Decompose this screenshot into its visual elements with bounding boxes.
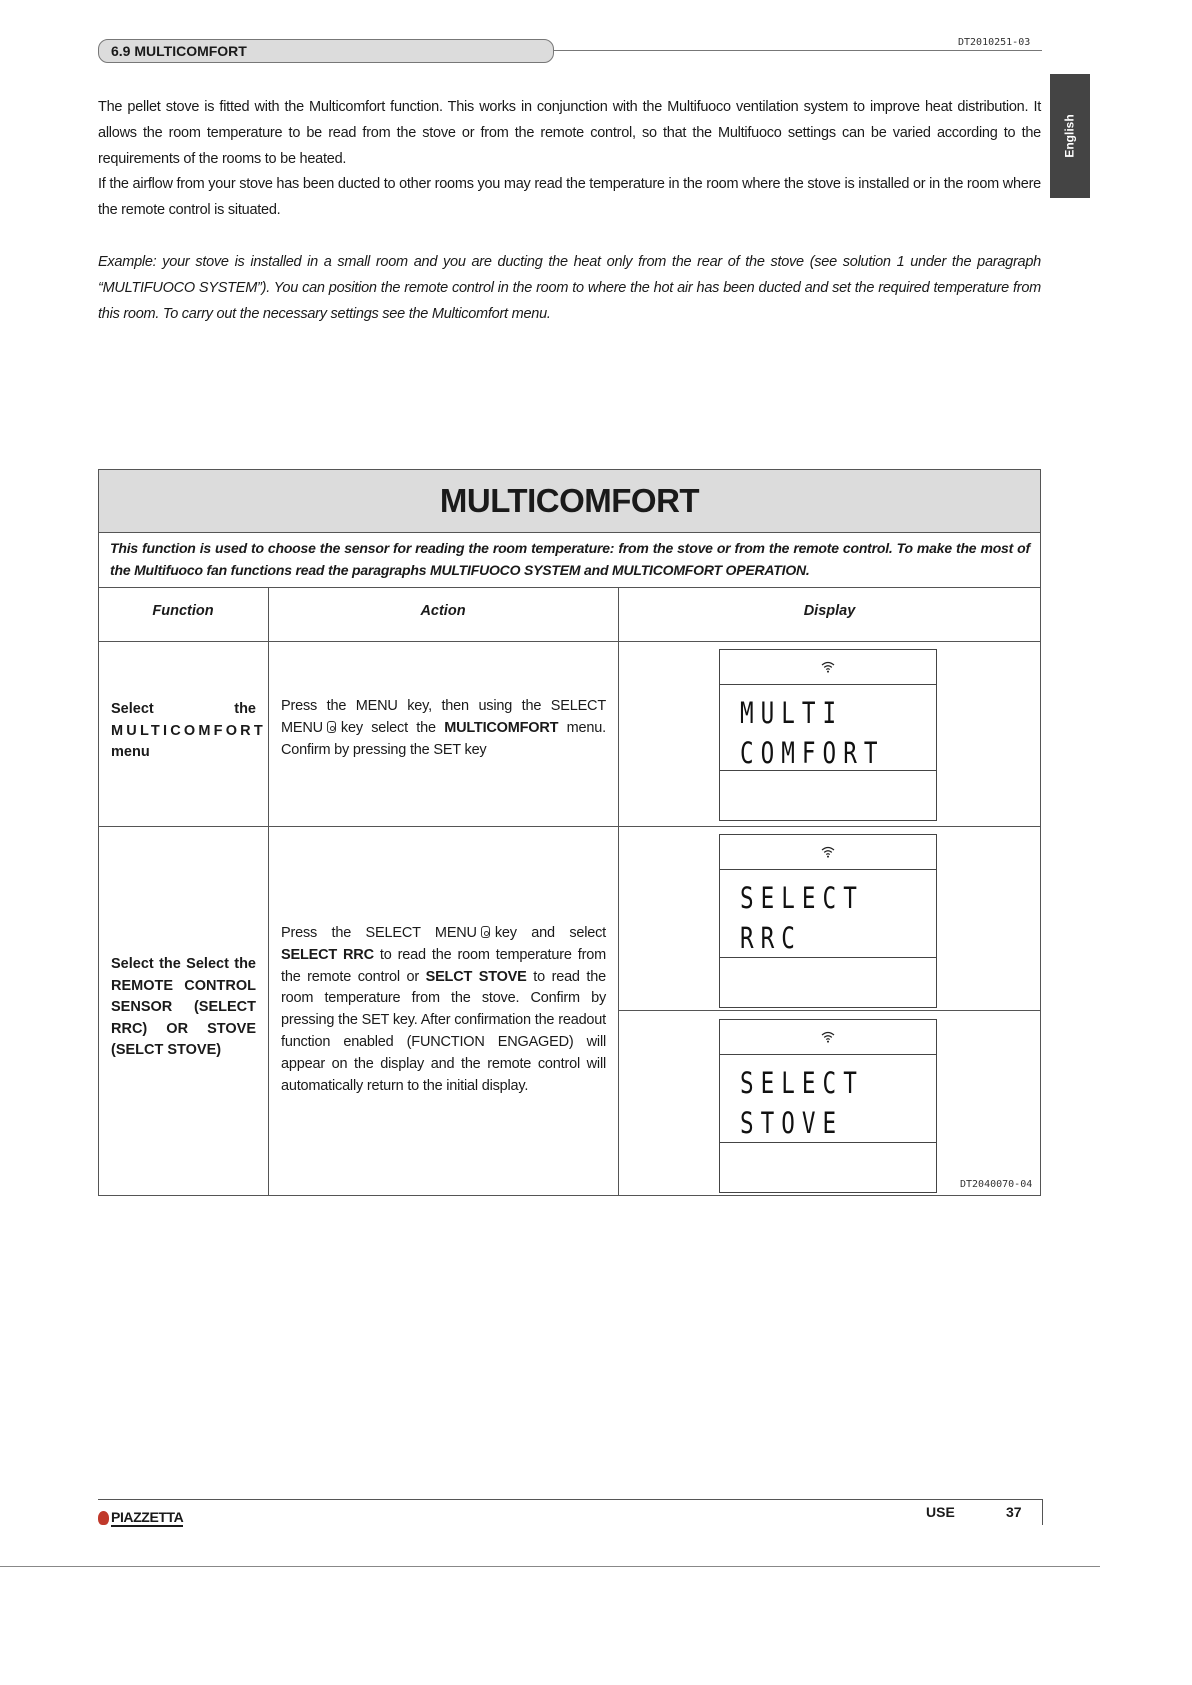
column-header-action: Action	[420, 603, 466, 619]
lcd-display-select-rrc	[719, 834, 937, 1008]
row1-function-word3: menu	[111, 744, 150, 761]
logo-text: PIAZZETTA	[111, 1508, 184, 1525]
table-col-rule-1	[268, 587, 269, 1195]
table-col-rule-2	[618, 587, 619, 1195]
table-description: This function is used to choose the sensor for reading the room temperature: from the stove or from the remote control. To make the most of the Multifuoco fan functions read the paragraphs MULTIFUOCO SYSTEM and MULTICOMFORT OPERATION.	[110, 540, 1030, 578]
header-rule	[554, 50, 1042, 51]
row2-function: Select the Select the REMOTE CONTROL SENSOR (SELECT RRC) OR STOVE (SELCT STOVE)	[111, 956, 256, 1059]
lcd-line-1: SELECT	[740, 1066, 864, 1100]
table-rule-desc	[98, 587, 1041, 588]
select-menu-key-icon	[327, 721, 336, 733]
example-paragraph	[98, 250, 1041, 327]
language-tab-label: English	[1063, 114, 1077, 158]
example-text: Example: your stove is installed in a small room and you are ducting the heat only from the rear of the stove (see solution 1 under the paragraph “MULTIFUOCO SYSTEM”). You can position the remote control in the room to where the hot air has been ducted and set the required temperature from this room. To carry out the necessary settings see the Multicomfort menu.	[98, 254, 1041, 322]
wifi-signal-icon	[821, 1031, 835, 1043]
row2-action	[281, 923, 606, 1097]
row2-action-text-2: key and select	[494, 925, 606, 941]
language-tab	[1050, 74, 1090, 198]
row2-action-bold-rrc: SELECT RRC	[281, 946, 374, 963]
lcd-display-select-stove	[719, 1019, 937, 1193]
row1-action-text-2: key select the	[340, 719, 436, 736]
column-header-display: Display	[803, 603, 856, 619]
document-code: DT2010251-03	[958, 37, 1031, 48]
footer-rule	[98, 1499, 1042, 1500]
row1-function-word1b: the	[234, 701, 256, 717]
intro-paragraph-1: The pellet stove is fitted with the Multicomfort function. This works in conjunction with the Multifuoco ventilation system to improve heat distribution. It allows the room temperature to be read from the stove or from the remote control, so that the Multifuoco settings can be varied according to the requirements of the rooms to be heated.	[98, 99, 1041, 167]
table-rule-row1	[98, 826, 1041, 827]
page-bottom-rule	[0, 1566, 1100, 1567]
column-header-function: Function	[152, 603, 214, 619]
row2-action-bold-stove: SELCT STOVE	[425, 968, 527, 985]
page-number: 37	[1006, 1504, 1022, 1520]
lcd-line-2: COMFORT	[740, 736, 885, 770]
lcd-line-1: MULTI	[740, 696, 844, 730]
intro-paragraph-2: If the airflow from your stove has been ducted to other rooms you may read the temperature in the room where the stove is installed or in the room where the remote control is situated.	[98, 176, 1041, 219]
footer-rule-tick	[1042, 1499, 1043, 1525]
row2-action-text-1: Press the SELECT MENU	[281, 925, 477, 941]
select-menu-key-icon	[481, 926, 490, 938]
lcd-display-multicomfort	[719, 649, 937, 821]
row1-function	[111, 699, 266, 764]
table-rule-header	[98, 641, 1041, 642]
row1-action-text-3: menu. Confirm by pressing the SET key	[281, 719, 606, 758]
flame-icon	[98, 1511, 109, 1525]
table-title: MULTICOMFORT	[98, 469, 1041, 533]
wifi-signal-icon	[821, 846, 835, 858]
footer-section-label: USE	[926, 1504, 955, 1520]
row1-action-text-1: Press the MENU key, then using the SELECT MENU	[281, 698, 606, 736]
row1-action	[281, 696, 606, 761]
row2-action-text-4: to read the room temperature from the stove. Confirm by pressing the SET key. After confirmation the readout function enabled (FUNCTION ENGAGED) will appear on the display and the remote control will automatically return to the initial display.	[281, 968, 606, 1094]
figure-code: DT2040070-04	[960, 1179, 1033, 1190]
row1-function-word1: Select	[111, 701, 154, 717]
row2-action-text-3: to read the room temperature from the remote control or	[281, 946, 606, 985]
piazzetta-logo	[98, 1509, 183, 1527]
section-title: 6.9 MULTICOMFORT	[98, 39, 554, 63]
lcd-line-2: RRC	[740, 921, 802, 955]
intro-text	[98, 95, 1041, 224]
lcd-line-1: SELECT	[740, 881, 864, 915]
table-rule-display-split	[618, 1010, 1041, 1011]
wifi-signal-icon	[821, 661, 835, 673]
lcd-line-2: STOVE	[740, 1106, 844, 1140]
row1-action-bold-menu: MULTICOMFORT	[444, 719, 559, 736]
row1-function-word2: MULTICOMFORT	[111, 722, 266, 739]
